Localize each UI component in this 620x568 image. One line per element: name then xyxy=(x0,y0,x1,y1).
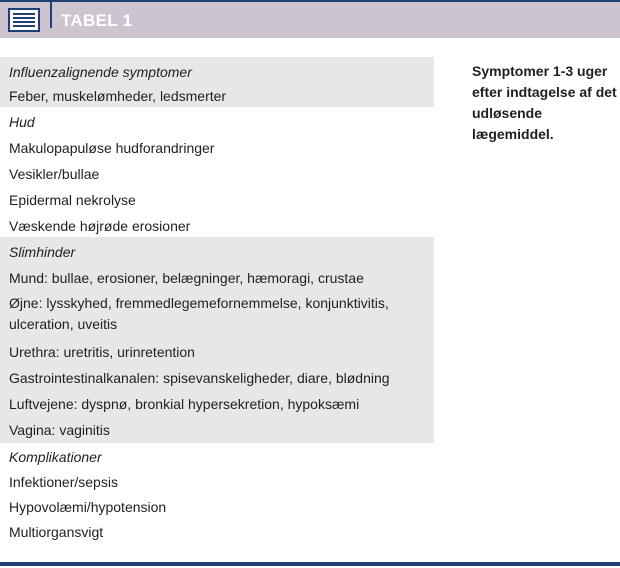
table-row: Urethra: uretritis, urinretention xyxy=(9,344,195,360)
section-heading-skin: Hud xyxy=(9,114,35,130)
table-row: Øjne: lysskyhed, fremmedlegemefornemmelse, konjunktivitis, ulceration, uveitis xyxy=(9,295,389,332)
table-row: Hypovolæmi/hypotension xyxy=(9,499,167,515)
table-row: Mund: bullae, erosioner, belægninger, hæmoragi, crustae xyxy=(9,270,364,286)
table-row: Multiorgansvigt xyxy=(9,524,104,540)
table-row: Feber, muskelømheder, ledsmerter xyxy=(9,88,227,104)
table-title: TABEL 1 xyxy=(61,11,133,30)
table-row: Luftvejene: dyspnø, bronkial hypersekretion, hypoksæmi xyxy=(9,396,360,412)
table-header xyxy=(0,0,620,38)
table-row: Infektioner/sepsis xyxy=(9,474,118,490)
section-heading-complications: Komplikationer xyxy=(9,449,102,465)
header-divider xyxy=(50,2,52,28)
symptom-table xyxy=(0,57,434,544)
section-heading-mucosa: Slimhinder xyxy=(9,244,76,260)
table-row: Vagina: vaginitis xyxy=(9,422,110,438)
table-row: Makulopapuløse hudforandringer xyxy=(9,140,215,156)
table-row: Væskende højrøde erosioner xyxy=(9,218,191,234)
table-row: Gastrointestinalkanalen: spisevanskeligheder, diare, blødning xyxy=(9,370,390,386)
table-icon xyxy=(8,8,40,32)
table-row: Epidermal nekrolyse xyxy=(9,192,136,208)
side-note: Symptomer 1-3 uger efter indtagelse af det udløsende lægemiddel. xyxy=(472,63,617,142)
footer-rule xyxy=(0,562,620,566)
table-row: Vesikler/bullae xyxy=(9,166,100,182)
section-heading-flu: Influenzalignende symptomer xyxy=(9,64,192,80)
